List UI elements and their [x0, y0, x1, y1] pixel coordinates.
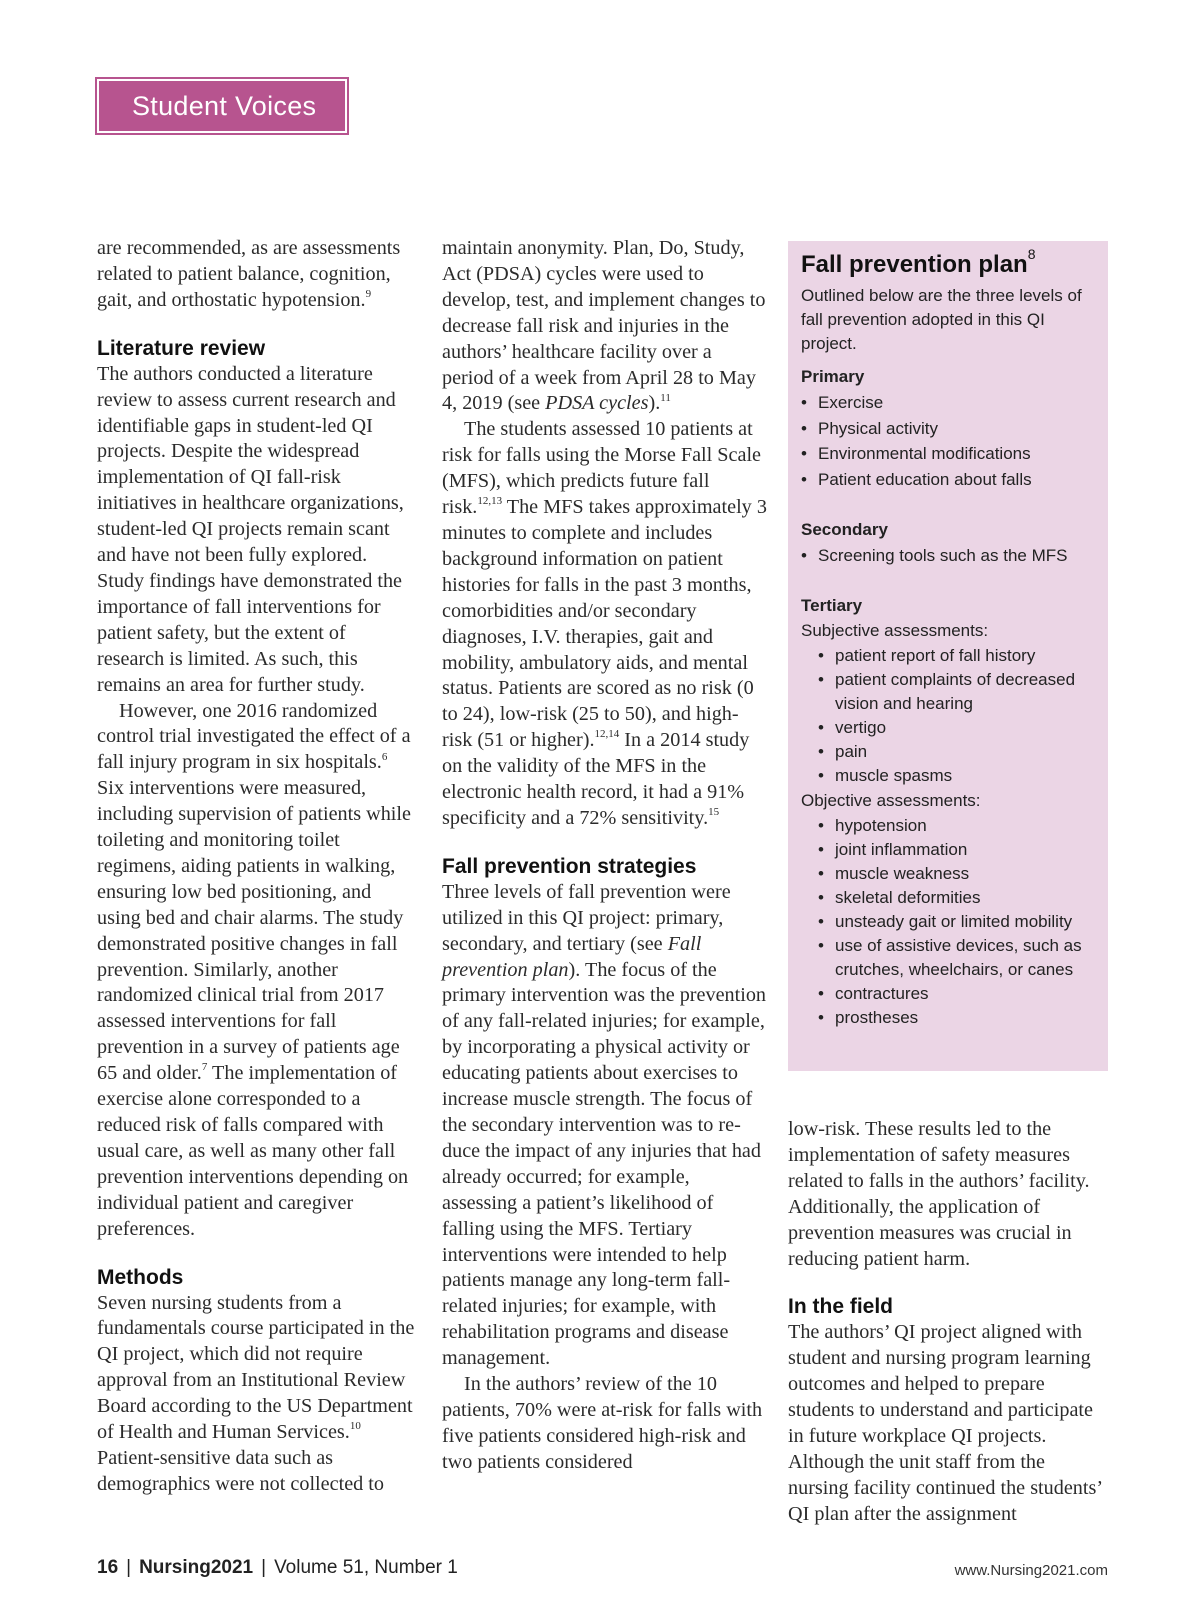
article-column-1 — [97, 236, 417, 1498]
objective-list — [801, 814, 1094, 1030]
section-label: Student Voices — [97, 79, 347, 133]
list-item: • prostheses — [801, 1006, 1094, 1030]
paragraph: Three levels of fall prevention were utilized in this QI project: primary, secondary, and tertiary (see Fall prevention plan). The focus of the primary intervention was the prevention of any fall-related injuries; for example, by incorporating a physical activity or educating patients about exercises to increase muscle strength. The focus of the secondary intervention was to reduce the impact of any injuries that had already occurred; for example, assessing a patient’s likelihood of falling using the MFS. Tertiary interventions were intended to help patients manage any long-term fall-related injuries; for example, with rehabilitation programs and disease management. — [442, 880, 767, 1370]
footer-separator: | — [261, 1557, 267, 1578]
paragraph: are recommended, as are assessments related to patient balance, cognition, gait, and orthostatic hypotension.$^9$ — [97, 237, 401, 311]
heading-literature-review: Literature review — [97, 336, 266, 360]
sidebar-title: Fall prevention plan$^8$ — [801, 246, 1036, 278]
sidebar-intro: Outlined below are the three levels of fall prevention adopted in this QI project. — [801, 286, 1082, 353]
paragraph: The authors’ QI project aligned with student and nursing program learning outcomes and helped to prepare students to understand and participate in future workplace QI projects. Although the unit staff from the nursing facility continued the students’ QI plan after the assignment — [788, 1321, 1102, 1525]
article-column-3 — [788, 1117, 1104, 1528]
paragraph: low-risk. These results led to the implementation of safety measures related to falls in the authors’ facility. Additionally, the application of prevention measures was crucial in reducing patient harm. — [788, 1118, 1090, 1270]
list-item: • Patient education about falls — [801, 467, 1094, 493]
list-item: • unsteady gait or limited mobility — [801, 910, 1094, 934]
subjective-label: Subjective assessments: — [801, 621, 989, 641]
heading-methods: Methods — [97, 1265, 184, 1289]
list-item: • joint inflammation — [801, 838, 1094, 862]
list-item: • patient report of fall history — [801, 644, 1094, 668]
list-item: • vertigo — [801, 716, 1094, 740]
footer-folio — [97, 1557, 458, 1579]
list-item: • contractures — [801, 982, 1094, 1006]
footer-website: www.Nursing2021.com — [954, 1562, 1108, 1579]
issue-info: Volume 51, Number 1 — [274, 1557, 458, 1578]
primary-label: Primary — [801, 367, 865, 386]
subjective-list — [801, 644, 1094, 788]
list-item: • hypotension — [801, 814, 1094, 838]
paragraph: maintain anonymity. Plan, Do, Study, Act (PDSA) cycles were used to develop, test, and implement changes to decrease fall risk and injuries in the authors’ healthcare facility over a period of a week from April 28 to May 4, 2019 (see PDSA cycles).$^{11}$ — [442, 237, 766, 415]
paragraph: The authors conducted a literature review to assess current research and identifiable gaps in student-led QI projects. Despite the widespread implementation of QI fall-risk initiatives in healthcare organizations, student-led QI projects remain scant and have not been fully explored. Study findings have demonstrated the importance of fall interventions for patient safety, but the extent of research is limited. As such, this remains an area for further study. — [97, 362, 404, 696]
page-number: 16 — [97, 1557, 119, 1578]
footer-separator: | — [126, 1557, 132, 1578]
magazine-title: Nursing2021 — [139, 1557, 254, 1578]
list-item: • Environmental modifications — [801, 441, 1094, 467]
list-item: • Exercise — [801, 390, 1094, 416]
heading-fall-prevention-strategies: Fall prevention strategies — [442, 854, 697, 878]
list-item: • pain — [801, 740, 1094, 764]
objective-label: Objective assessments: — [801, 791, 981, 811]
fall-prevention-plan-box — [788, 241, 1108, 1071]
heading-in-the-field: In the field — [788, 1295, 893, 1319]
list-item: • skeletal deformities — [801, 886, 1094, 910]
list-item: • muscle weakness — [801, 862, 1094, 886]
tertiary-label: Tertiary — [801, 595, 863, 615]
paragraph: However, one 2016 randomized control trial investigated the effect of a fall injury program in six hospitals.$^6$ Six interventions were measured, including supervision of patients while toileting and monitoring toilet regimens, aiding patients in walking, ensuring low bed positioning, and using bed and chair alarms. The study demonstrated positive changes in fall prevention. Similarly, another randomized clinical trial from 2017 assessed interventions for fall prevention in a survey of patients age 65 and older.$^7$ The implementation of exercise alone corresponded to a reduced risk of falls compared with usual care, as well as many other fall prevention interventions depending on individual patient and caregiver preferences. — [97, 699, 411, 1240]
list-item: • use of assistive devices, such as crutches, wheelchairs, or canes — [801, 934, 1094, 982]
secondary-label: Secondary — [801, 519, 888, 539]
list-item: • muscle spasms — [801, 764, 1094, 788]
paragraph: Seven nursing students from a fundamentals course participated in the QI project, which did not require approval from an Institutional Review Board according to the US Department of Health and Human Services.$^{10}$ Patient-sensitive data such as demographics were not collected to — [97, 1291, 415, 1495]
list-item: • Screening tools such as the MFS — [801, 543, 1094, 569]
list-item: • patient complaints of decreased vision and hearing — [801, 668, 1094, 716]
secondary-list — [801, 543, 1094, 569]
primary-list — [801, 390, 1094, 493]
article-column-2 — [442, 236, 767, 1476]
list-item: • Physical activity — [801, 416, 1094, 442]
paragraph: In the authors’ review of the 10 patients, 70% were at-risk for falls with five patients considered high-risk and two patients considered — [442, 1373, 763, 1473]
paragraph: The students assessed 10 patients at risk for falls using the Morse Fall Scale (MFS), which predicts future fall risk.$^{12,13}$ The MFS takes approximately 3 minutes to complete and includes background information on patient histories for falls in the past 3 months, comorbidities and/or secondary diagnoses, I.V. therapies, gait and mobility, ambulatory aids, and mental status. Patients are scored as no risk (0 to 24), low-risk (25 to 50), and high-risk (51 or higher).$^{12,14}$ In a 2014 study on the validity of the MFS in the electronic health record, it had a 91% specificity and a 72% sensitivity.$^{15}$ — [442, 418, 767, 829]
